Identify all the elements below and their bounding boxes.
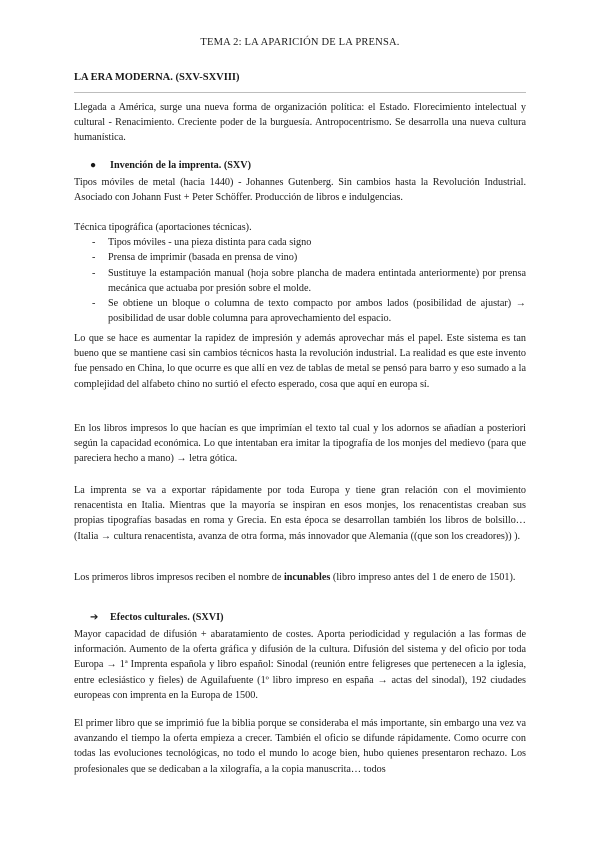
section-title: LA ERA MODERNA. (SXV-SXVIII) [74,72,240,83]
biblia-paragraph: El primer libro que se imprimió fue la biblia porque se consideraba el más importante, sin embargo una vez va avanzando el tiempo la oferta empieza a crecer. También el oficio se difunde rápidamente. Como ocurre con todas las evoluciones tecnológicas, no todo el mundo lo acoge bien, hubo quienes presentaron rechazo. Los profesionales que se dedicaban a la xilografía, a la copia manuscrita… todos [74,718,526,775]
tecnica-block [74,220,526,326]
incunables-term: incunables [283,572,331,583]
bullet-dot-icon: ● [90,160,97,171]
dash-bullet: - [92,267,96,279]
exportar-paragraph: La imprenta se va a exportar rápidamente por toda Europa y tiene gran relación con el movimiento renacentista en Italia. Mientras que la mayoría se inspiran en esos monjes, los renacentistas creaban sus propias tipografías basadas en roma y Grecia. En esta época se desarrollan también los libros de bolsillo… (Italia → cultura renacentista, avanza de otra forma, más innovador que Alemania ((que son los creadores)) ). [74,485,526,542]
list-item: - Tipos móviles - una pieza distinta para cada signo [74,235,526,250]
intro-paragraph: Llegada a América, surge una nueva forma de organización política: el Estado. Florecimiento intelectual y cultural - Renacimiento. Creciente poder de la burguesía. Antropocentrismo. Se desarrolla una nueva cultura humanística. [74,102,526,144]
page-title: TEMA 2: LA APARICIÓN DE LA PRENSA. [200,37,400,48]
heading-invencion: ● Invención de la imprenta. (SXV) [90,160,252,171]
heading-efectos: ➔ Efectos culturales. (SXVI) [90,612,224,623]
tecnica-intro: Técnica tipográfica (aportaciones técnicas). [74,222,252,233]
list-item: - Prensa de imprimir (basada en prensa de vino) [74,250,526,265]
dash-bullet: - [92,252,96,264]
libros-paragraph: En los libros impresos lo que hacían es que imprimían el texto tal cual y los adornos se añadían a posteriori según la capacidad económica. Lo que intentaban era imitar la tipografía de los monjes del medievo (para que pareciera hecho a mano) → letra gótica. [74,423,526,465]
rapidez-paragraph: Lo que se hace es aumentar la rapidez de impresión y además aprovechar más el papel. Este sistema es tan bueno que se mantiene casi sin cambios técnicos hasta la revolución industrial. La realidad es que este invento fue pensado en China, lo que ocurre es que allí en vez de tablas de metal se pensó para barro y eso sumado a la complejidad del alfabeto chino no surtió el efecto esperado, cosa que aquí en europa sí. [74,333,526,390]
efectos-paragraph: Mayor capacidad de difusión + abaratamiento de costes. Aporta periodicidad y regulación a las formas de información. Aumento de la oferta gráfica y difusión de la cultura. Difusión del sistema y del oficio por toda Europa → 1ª Imprenta española y libro español: Sinodal (reunión entre feligreses que pertenecen a la iglesia, entre eclesiástico y fieles) de Aguilafuente (1º libro impreso en españa → actas del sinodal), 192 ciudades europeas con imprenta en la Europa de 1500. [74,629,526,701]
list-item: - Sustituye la estampación manual (hoja sobre plancha de madera entintada anteriormente) por prensa mecánica que actuaba por presión sobre el molde. [92,267,526,294]
tipos-paragraph: Tipos móviles de metal (hacia 1440) - Johannes Gutenberg. Sin cambios hasta la Revolución Industrial. Asociado con Johann Fust + Peter Schöffer. Producción de libros e indulgencias. [74,177,526,204]
list-item: - Se obtiene un bloque o columna de texto compacto por ambos lados (posibilidad de ajustar) → posibilidad de usar doble columna para aprovechamiento del espacio. [92,298,526,325]
section-divider [74,92,526,93]
dash-bullet: - [92,298,96,310]
tecnica-list [74,235,526,326]
incunables-paragraph: Los primeros libros impresos reciben el nombre de incunables (libro impreso antes del 1 de enero de 1501). [74,572,516,583]
dash-bullet: - [92,237,96,249]
arrow-bullet-icon: ➔ [90,612,99,623]
